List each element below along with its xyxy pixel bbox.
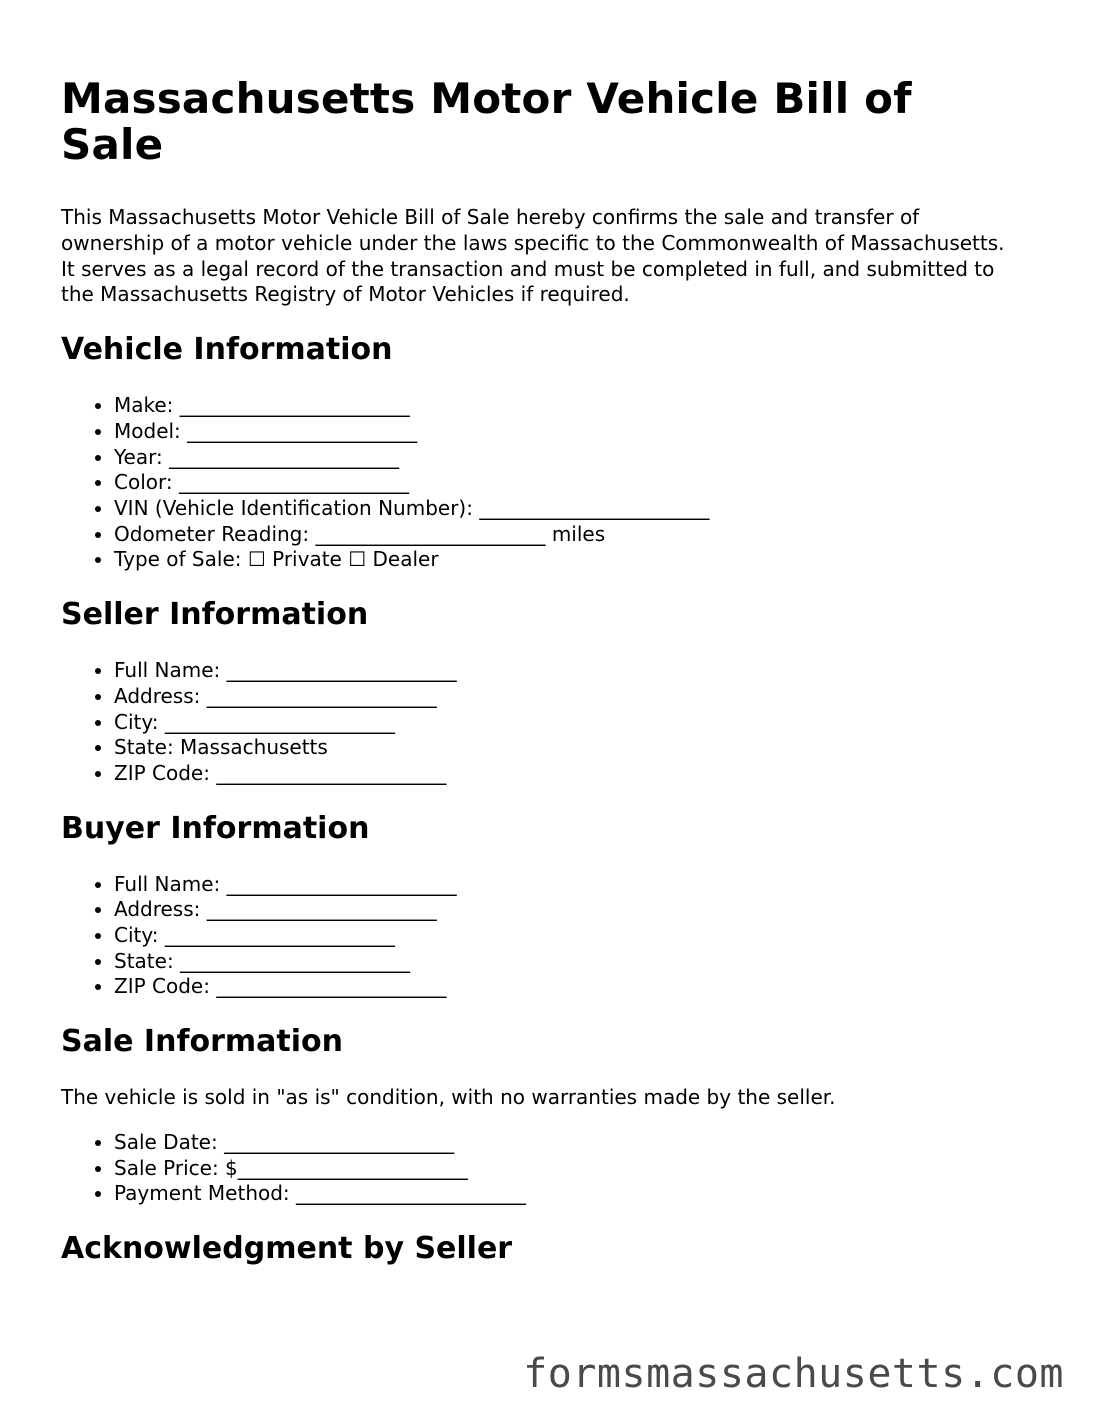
vehicle-color-field: • Color: _______________________ [114,470,1021,496]
seller-address-field: • Address: _______________________ [114,684,1021,710]
buyer-full-name-field: • Full Name: _______________________ [114,872,1021,898]
acknowledgment-heading: Acknowledgment by Seller [61,1231,513,1267]
buyer-address-field: • Address: _______________________ [114,897,1021,923]
vehicle-vin-field: • VIN (Vehicle Identification Number): _______________________ [114,496,1021,522]
payment-method-field: • Payment Method: _______________________ [114,1181,1021,1207]
vehicle-model-field: • Model: _______________________ [114,419,1021,445]
sale-information-heading: Sale Information [61,1024,343,1060]
sale-price-field: • Sale Price: $_______________________ [114,1156,1021,1182]
sale-date-field: • Sale Date: _______________________ [114,1130,1021,1156]
buyer-information-heading: Buyer Information [61,810,370,846]
buyer-zip-field: • ZIP Code: _______________________ [114,974,1021,1000]
vehicle-sale-type-field: • Type of Sale: ☐ Private ☐ Dealer [114,547,1021,573]
seller-state-field: • State: Massachusetts [114,735,1021,761]
intro-paragraph: This Massachusetts Motor Vehicle Bill of Sale hereby confirms the sale and transfer of ownership of a motor vehicle under the laws specific to the Commonwealth of Massachusetts. It serves as a legal record of the transaction and must be completed in full, and submitted to the Massachusetts Registry of Motor Vehicles if required. [61,205,1005,307]
buyer-city-field: • City: _______________________ [114,923,1021,949]
sale-information-list [61,1130,1021,1207]
vehicle-information-heading: Vehicle Information [61,332,393,368]
site-watermark: formsmassachusetts.com [523,1351,1064,1397]
buyer-information-list [61,872,1021,1001]
vehicle-year-field: • Year: _______________________ [114,445,1021,471]
buyer-state-field: • State: _______________________ [114,949,1021,975]
vehicle-odometer-field: • Odometer Reading: _______________________ miles [114,522,1021,548]
document-page [61,76,1021,1292]
document-title: Massachusetts Motor Vehicle Bill of Sale [61,74,912,169]
sale-condition-text: The vehicle is sold in "as is" condition, with no warranties made by the seller. [61,1085,836,1110]
vehicle-information-list [61,393,1021,573]
seller-full-name-field: • Full Name: _______________________ [114,658,1021,684]
seller-zip-field: • ZIP Code: _______________________ [114,761,1021,787]
vehicle-make-field: • Make: _______________________ [114,393,1021,419]
seller-information-heading: Seller Information [61,597,369,633]
seller-information-list [61,658,1021,787]
seller-city-field: • City: _______________________ [114,710,1021,736]
